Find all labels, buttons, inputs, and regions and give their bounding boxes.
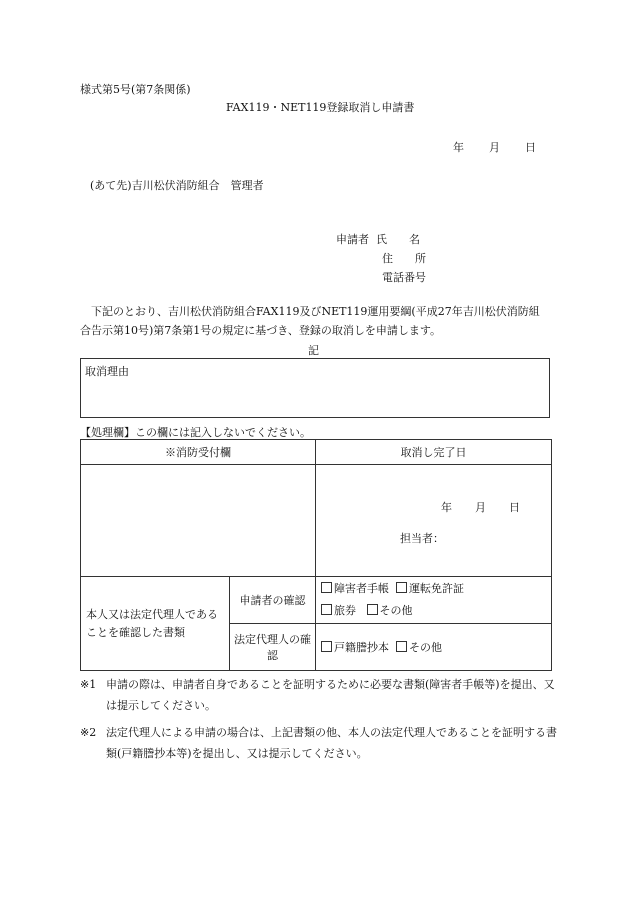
- checkbox[interactable]: [396, 582, 407, 593]
- completion-year-label: 年: [441, 501, 452, 514]
- phone-label: 電話番号: [382, 271, 426, 284]
- doc-option: 旅券: [334, 604, 356, 617]
- doc-option: その他: [409, 641, 442, 654]
- staff-label: 担当者：: [400, 532, 444, 545]
- doc-option: 運転免許証: [409, 582, 464, 595]
- reason-box[interactable]: [80, 358, 550, 418]
- body-text: 下記のとおり、吉川松伏消防組合FAX119及びNET119運用要綱(平成27年吉川松伏消防組合告示第10号)第7条第1号の規定に基づき、登録の取消しを申請します。: [80, 305, 540, 337]
- reception-header: ※消防受付欄: [81, 440, 316, 465]
- note-item: [80, 674, 560, 716]
- completion-month-label: 月: [475, 501, 486, 514]
- checkbox[interactable]: [321, 604, 332, 615]
- checkbox[interactable]: [367, 604, 378, 615]
- checkbox[interactable]: [321, 641, 332, 652]
- day-label: 日: [525, 141, 536, 154]
- note-item: [80, 722, 560, 764]
- note-text: 申請の際は、申請者自身であることを証明するために必要な書類(障害者手帳等)を提出、又は提示してください。: [106, 678, 555, 712]
- note-mark: ※1: [80, 678, 97, 691]
- address-label: 住 所: [382, 252, 426, 265]
- completion-cell: [316, 465, 552, 577]
- checkbox[interactable]: [396, 641, 407, 652]
- completion-day-label: 日: [509, 501, 520, 514]
- identity-label: 本人又は法定代理人であることを確認した書類: [81, 577, 230, 671]
- note-mark: ※2: [80, 726, 97, 739]
- applicant-prefix: 申請者: [336, 233, 369, 246]
- ki-label: 記: [308, 344, 319, 357]
- processing-table: [80, 439, 552, 671]
- name-label: 氏 名: [376, 233, 420, 246]
- completion-header: 取消し完了日: [316, 440, 552, 465]
- application-date: [453, 139, 536, 155]
- doc-option: 障害者手帳: [334, 582, 389, 595]
- checkbox[interactable]: [321, 582, 332, 593]
- applicant-docs: [316, 577, 552, 624]
- month-label: 月: [489, 141, 500, 154]
- document-title: FAX119・NET119登録取消し申請書: [226, 101, 415, 114]
- processing-heading: 【処理欄】この欄には記入しないでください。: [80, 426, 311, 439]
- note-text: 法定代理人による申請の場合は、上記書類の他、本人の法定代理人であることを証明する書類(戸籍謄抄本等)を提出し、又は提示してください。: [106, 726, 557, 760]
- doc-option: 戸籍謄抄本: [334, 641, 389, 654]
- completion-date: [441, 499, 520, 515]
- agent-check-label: 法定代理人の確認: [230, 624, 316, 671]
- reception-cell: [81, 465, 316, 577]
- reason-label: 取消理由: [85, 365, 129, 378]
- applicant-check-label: 申請者の確認: [230, 577, 316, 624]
- form-number: 様式第5号(第7条関係): [80, 83, 191, 96]
- doc-option: その他: [379, 604, 413, 617]
- year-label: 年: [453, 141, 464, 154]
- notes: [80, 674, 560, 770]
- agent-docs: [316, 624, 552, 671]
- applicant-block: [336, 230, 426, 287]
- addressee: (あて先)吉川松伏消防組合 管理者: [90, 179, 264, 192]
